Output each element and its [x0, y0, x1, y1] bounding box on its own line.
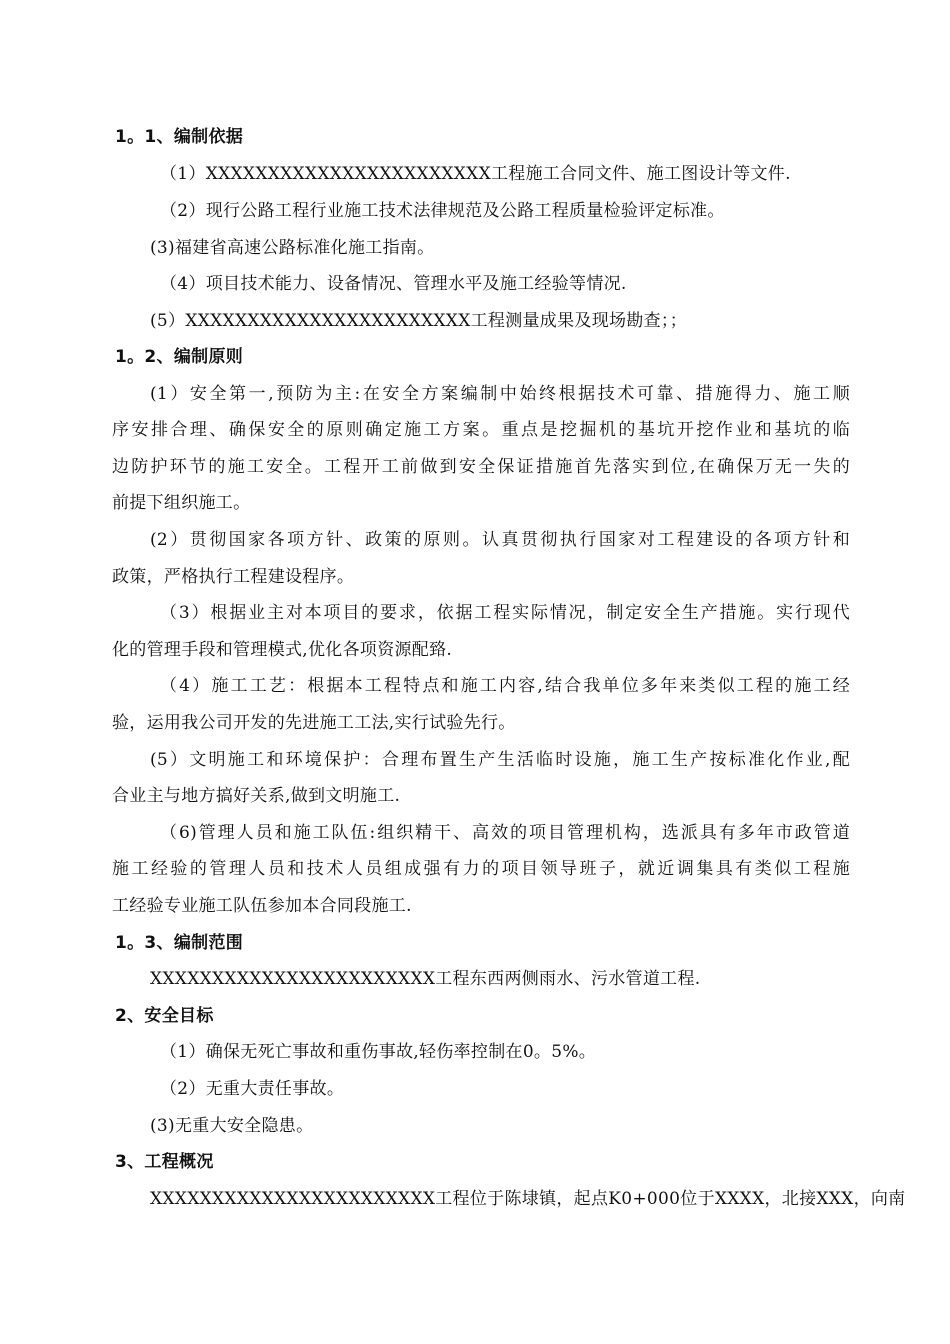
safety-goal-3: (3)无重大安全隐患。 — [150, 1116, 314, 1136]
basis-item-3: (3)福建省高速公路标准化施工指南。 — [150, 238, 435, 258]
principle-4-line-1: （4）施工工艺：根据本工程特点和施工内容,结合我单位多年来类似工程的施工经 — [160, 676, 850, 696]
principle-1-line-3: 边防护环节的施工安全。工程开工前做到安全保证措施首先落实到位,在确保万无一失的 — [112, 457, 850, 477]
principle-4-line-2: 验，运用我公司开发的先进施工工法,实行试验先行。 — [112, 713, 516, 733]
section-heading-basis: 1。1、编制依据 — [115, 127, 244, 147]
basis-item-2: （2）现行公路工程行业施工技术法律规范及公路工程质量检验评定标准。 — [160, 201, 725, 221]
principle-5-line-2: 合业主与地方搞好关系,做到文明施工. — [112, 786, 401, 806]
safety-goal-1: （1）确保无死亡事故和重伤事故,轻伤率控制在0。5%。 — [160, 1042, 597, 1062]
principle-1-line-1: (1）安全第一,预防为主:在安全方案编制中始终根据技术可靠、措施得力、施工顺 — [150, 384, 850, 404]
principle-1-line-2: 序安排合理、确保安全的原则确定施工方案。重点是挖掘机的基坑开挖作业和基坑的临 — [112, 420, 850, 440]
principle-6-line-3: 工经验专业施工队伍参加本合同段施工. — [112, 896, 412, 916]
principle-2-line-2: 政策，严格执行工程建设程序。 — [112, 567, 355, 587]
scope-text: XXXXXXXXXXXXXXXXXXXXXXX工程东西两侧雨水、污水管道工程. — [150, 969, 701, 989]
principle-2-line-1: (2）贯彻国家各项方针、政策的原则。认真贯彻执行国家对工程建设的各项方针和 — [150, 530, 850, 550]
basis-item-4: （4）项目技术能力、设备情况、管理水平及施工经验等情况. — [160, 274, 627, 294]
principle-6-line-1: （6)管理人员和施工队伍:组织精干、高效的项目管理机构，选派具有多年市政管道 — [160, 823, 850, 843]
basis-item-5: (5）XXXXXXXXXXXXXXXXXXXXXXX工程测量成果及现场勘查；； — [150, 311, 688, 331]
principle-5-line-1: (5）文明施工和环境保护：合理布置生产生活临时设施，施工生产按标准化作业,配 — [150, 750, 850, 770]
basis-item-1: （1）XXXXXXXXXXXXXXXXXXXXXXX工程施工合同文件、施工图设计等文件. — [160, 164, 791, 184]
section-heading-overview: 3、工程概况 — [115, 1152, 214, 1172]
safety-goal-2: （2）无重大责任事故。 — [160, 1079, 345, 1099]
principle-3-line-2: 化的管理手段和管理模式,优化各项资源配臵. — [112, 640, 453, 660]
principle-6-line-2: 施工经验的管理人员和技术人员组成强有力的项目领导班子，就近调集具有类似工程施 — [112, 859, 850, 879]
overview-line-1: XXXXXXXXXXXXXXXXXXXXXXX工程位于陈埭镇，起点K0+000位于XXXX，北接XXX，向南 — [150, 1189, 906, 1209]
section-heading-safety-goals: 2、安全目标 — [115, 1006, 214, 1026]
section-heading-principles: 1。2、编制原则 — [115, 347, 244, 367]
principle-3-line-1: （3）根据业主对本项目的要求，依据工程实际情况，制定安全生产措施。实行现代 — [160, 603, 850, 623]
principle-1-line-4: 前提下组织施工。 — [112, 493, 251, 513]
section-heading-scope: 1。3、编制范围 — [115, 933, 244, 953]
